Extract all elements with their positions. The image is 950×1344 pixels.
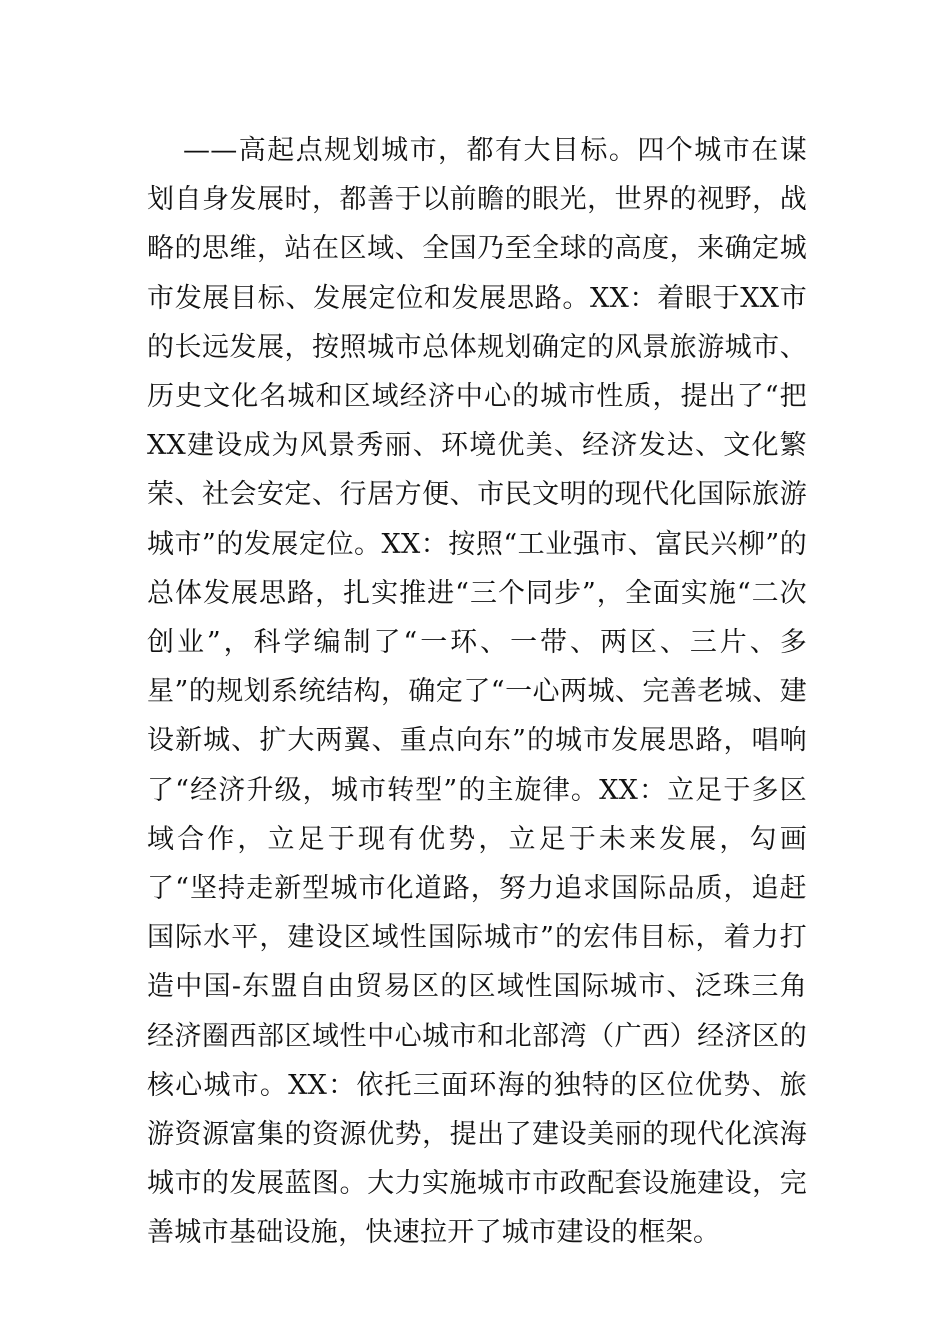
body-paragraph: ——高起点规划城市，都有大目标。四个城市在谋划自身发展时，都善于以前瞻的眼光，世界的视野，战略的思维，站在区域、全国乃至全球的高度，来确定城市发展目标、发展定位和发展思路。XX：着眼于XX市的长远发展，按照城市总体规划确定的风景旅游城市、历史文化名城和区域经济中心的城市性质，提出了“把XX建设成为风景秀丽、环境优美、经济发达、文化繁荣、社会安定、行居方便、市民文明的现代化国际旅游城市”的发展定位。XX：按照“工业强市、富民兴柳”的总体发展思路，扎实推进“三个同步”，全面实施“二次创业”，科学编制了“一环、一带、两区、三片、多星”的规划系统结构，确定了“一心两城、完善老城、建设新城、扩大两翼、重点向东”的城市发展思路，唱响了“经济升级，城市转型”的主旋律。XX：立足于多区域合作，立足于现有优势，立足于未来发展，勾画了“坚持走新型城市化道路，努力追求国际品质，追赶国际水平，建设区域性国际城市”的宏伟目标，着力打造中国-东盟自由贸易区的区域性国际城市、泛珠三角经济圈西部区域性中心城市和北部湾（广西）经济区的核心城市。XX：依托三面环海的独特的区位优势、旅游资源富集的资源优势，提出了建设美丽的现代化滨海城市的发展蓝图。大力实施城市市政配套设施建设，完善城市基础设施，快速拉开了城市建设的框架。 <box>147 135 807 1249</box>
